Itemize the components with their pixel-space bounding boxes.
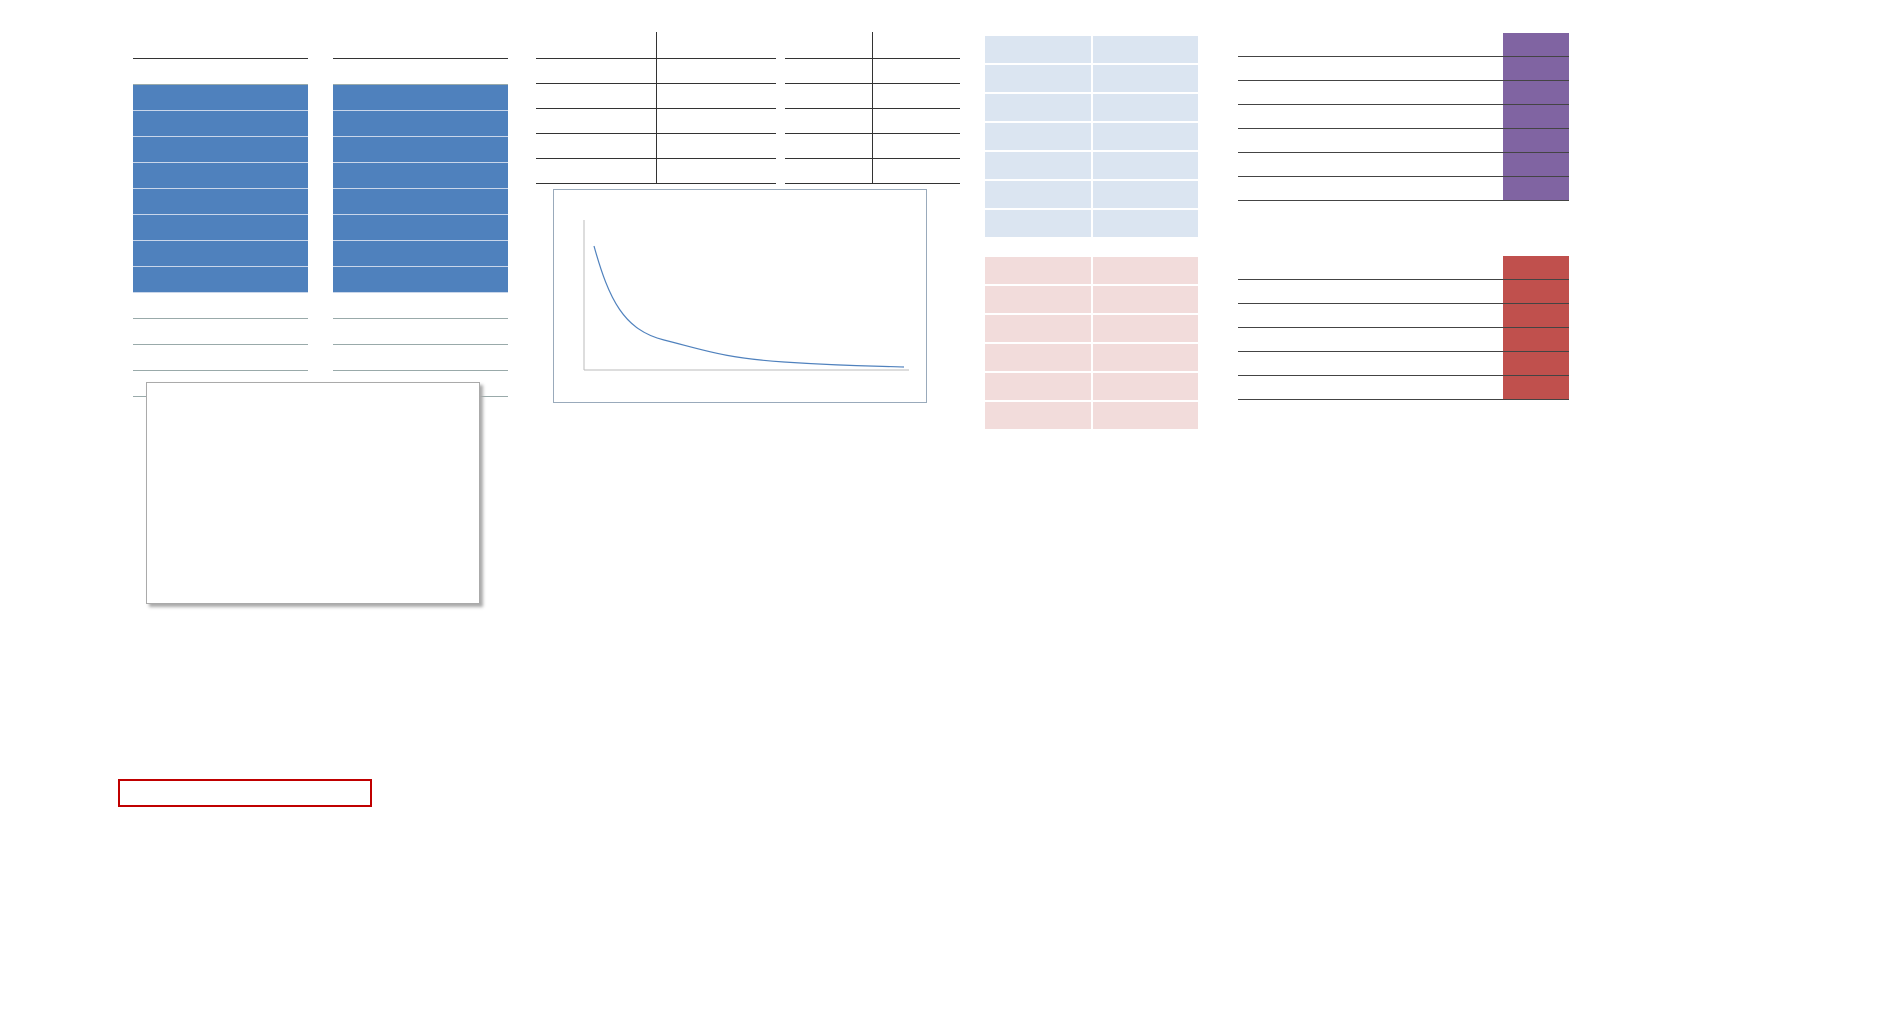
table-row	[985, 401, 1198, 430]
table-row	[785, 59, 960, 84]
potodds-cell	[656, 109, 776, 134]
cards-cell	[985, 93, 1092, 122]
table-row	[985, 314, 1198, 343]
equity-cell	[450, 215, 508, 241]
equity-cell	[333, 85, 391, 111]
flop-cell	[1092, 314, 1199, 343]
table-row	[985, 372, 1198, 401]
equity-cell	[333, 215, 391, 241]
odds-cell	[191, 137, 249, 163]
range-label	[1238, 57, 1503, 81]
potodds-cell	[536, 109, 656, 134]
range-value	[1503, 129, 1569, 153]
table-row	[985, 180, 1198, 209]
odds-cell	[191, 215, 249, 241]
equity-cell	[391, 293, 449, 319]
odds-cell	[250, 189, 308, 215]
range-label	[1238, 153, 1503, 177]
equity-cell	[391, 111, 449, 137]
equity-cell	[391, 345, 449, 371]
flop-table	[985, 257, 1198, 431]
cbet-cell	[873, 84, 961, 109]
flop-cell	[1092, 372, 1199, 401]
cbet-cell	[873, 109, 961, 134]
range-label	[1238, 177, 1503, 201]
odds-cell	[133, 241, 191, 267]
equity-cell	[333, 319, 391, 345]
table-row	[133, 293, 308, 319]
table-row	[333, 137, 508, 163]
equity-cell	[333, 189, 391, 215]
odds-cell	[250, 85, 308, 111]
equity-cell	[450, 163, 508, 189]
equity-cell	[450, 267, 508, 293]
table-row	[985, 343, 1198, 372]
flop-cell	[1092, 343, 1199, 372]
odds-header	[133, 34, 191, 59]
table-row	[133, 59, 308, 85]
table-row	[785, 109, 960, 134]
odds-cell	[133, 293, 191, 319]
table-row	[985, 64, 1198, 93]
cards-cell	[985, 209, 1092, 238]
equity-cell	[333, 111, 391, 137]
range-label	[1238, 352, 1503, 376]
cbet-cell	[785, 134, 873, 159]
equity-header	[391, 34, 449, 59]
cards-header	[985, 12, 1092, 36]
cards-cell	[1092, 122, 1199, 151]
range-label	[1238, 33, 1503, 57]
odds-cell	[250, 241, 308, 267]
range-label	[1238, 129, 1503, 153]
potodds-cell	[536, 134, 656, 159]
table-row	[985, 93, 1198, 122]
odds-cell	[250, 215, 308, 241]
cbet-cell	[785, 109, 873, 134]
odds-cell	[191, 241, 249, 267]
range-label	[1238, 105, 1503, 129]
line-chart-svg	[147, 383, 479, 603]
odds-cell	[133, 215, 191, 241]
cards-cell	[1092, 151, 1199, 180]
potodds-header-equity	[536, 32, 656, 59]
flop-cell	[985, 343, 1092, 372]
range-label	[1238, 280, 1503, 304]
range-value	[1503, 81, 1569, 105]
profit-chart	[553, 189, 927, 403]
table-row	[333, 189, 508, 215]
equity-cell	[333, 59, 391, 85]
table-row	[333, 111, 508, 137]
odds-cell	[133, 59, 191, 85]
range-label	[1238, 81, 1503, 105]
table-row	[133, 189, 308, 215]
flop-cell	[985, 401, 1092, 430]
table-row	[1238, 57, 1569, 81]
table-row	[785, 134, 960, 159]
table-row	[1238, 280, 1569, 304]
potodds-cell	[656, 159, 776, 184]
table-row	[985, 209, 1198, 238]
odds-cell	[133, 85, 191, 111]
range-label	[1238, 328, 1503, 352]
table-row	[133, 111, 308, 137]
table-row	[333, 215, 508, 241]
odds-cell	[133, 319, 191, 345]
equity-cell	[450, 241, 508, 267]
equity-cell	[333, 241, 391, 267]
table-row	[133, 215, 308, 241]
cbet-cell	[873, 159, 961, 184]
flop-cell	[985, 257, 1092, 285]
cbet-header	[785, 32, 873, 59]
profit-chart-svg	[554, 190, 926, 402]
line-chart	[146, 382, 480, 604]
range-value	[1503, 280, 1569, 304]
potodds-cell	[656, 134, 776, 159]
equity-cell	[333, 163, 391, 189]
range-table-1	[1238, 33, 1569, 201]
equity-cell	[450, 85, 508, 111]
cards-cell	[985, 122, 1092, 151]
cards-cell	[985, 151, 1092, 180]
potodds-cell	[536, 59, 656, 84]
odds-cell	[133, 111, 191, 137]
equity-cell	[391, 137, 449, 163]
potodds-cell	[656, 59, 776, 84]
table-row	[985, 122, 1198, 151]
odds-header	[250, 34, 308, 59]
cbet-cell	[873, 134, 961, 159]
equity-cell	[450, 345, 508, 371]
flop-cell	[985, 372, 1092, 401]
range-value	[1503, 328, 1569, 352]
equity-cell	[450, 293, 508, 319]
flop-cell	[985, 314, 1092, 343]
table-row	[536, 134, 776, 159]
odds-cell	[250, 319, 308, 345]
equity-cell	[450, 59, 508, 85]
table-row	[333, 59, 508, 85]
cbet-cell	[785, 59, 873, 84]
odds-cell	[191, 293, 249, 319]
equity-table	[333, 34, 508, 397]
equity-cell	[333, 345, 391, 371]
potodds-cell	[536, 84, 656, 109]
odds-cell	[191, 267, 249, 293]
table-row	[133, 137, 308, 163]
cbet-header	[873, 32, 961, 59]
table-row	[536, 159, 776, 184]
equity-cell	[391, 319, 449, 345]
table-row	[536, 84, 776, 109]
table-row	[333, 267, 508, 293]
equity-cell	[450, 137, 508, 163]
equity-cell	[391, 267, 449, 293]
equity-cell	[391, 215, 449, 241]
odds-table	[133, 34, 308, 397]
odds-cell	[133, 137, 191, 163]
table-row	[333, 241, 508, 267]
cards-cell	[1092, 64, 1199, 93]
table-row	[1238, 328, 1569, 352]
odds-cell	[133, 267, 191, 293]
potodds-cell	[536, 159, 656, 184]
odds-cell	[250, 137, 308, 163]
odds-header	[191, 34, 249, 59]
potodds-header-bet	[656, 32, 776, 59]
cbet-cell	[785, 159, 873, 184]
table-row	[133, 163, 308, 189]
cards-header	[1092, 12, 1199, 36]
equity-header	[333, 34, 391, 59]
odds-cell	[191, 345, 249, 371]
table-row	[133, 85, 308, 111]
odds-cell	[191, 85, 249, 111]
table-row	[333, 345, 508, 371]
odds-cell	[250, 163, 308, 189]
range-table-2	[1238, 256, 1569, 400]
odds-cell	[250, 267, 308, 293]
table-row	[333, 85, 508, 111]
odds-cell	[191, 319, 249, 345]
equity-cell	[391, 189, 449, 215]
odds-cell	[250, 293, 308, 319]
table-row	[333, 293, 508, 319]
odds-cell	[250, 59, 308, 85]
odds-cell	[250, 111, 308, 137]
flop-cell	[985, 285, 1092, 314]
equity-cell	[450, 319, 508, 345]
table-row	[985, 285, 1198, 314]
range-value	[1503, 376, 1569, 400]
range-value	[1503, 33, 1569, 57]
cards-cell	[1092, 209, 1199, 238]
table-row	[1238, 105, 1569, 129]
range-value	[1503, 256, 1569, 280]
table-row	[985, 36, 1198, 64]
table-row	[1238, 256, 1569, 280]
cards-cell	[1092, 180, 1199, 209]
range-value	[1503, 105, 1569, 129]
cbet-table	[785, 32, 960, 184]
odds-cell	[133, 345, 191, 371]
odds-cell	[133, 163, 191, 189]
range-label	[1238, 304, 1503, 328]
cards-cell	[985, 64, 1092, 93]
equity-cell	[333, 137, 391, 163]
equity-cell	[333, 293, 391, 319]
table-row	[985, 151, 1198, 180]
odds-cell	[191, 163, 249, 189]
table-row	[133, 345, 308, 371]
table-row	[1238, 177, 1569, 201]
cbet-cell	[785, 84, 873, 109]
table-row	[985, 257, 1198, 285]
range-value	[1503, 304, 1569, 328]
table-row	[536, 59, 776, 84]
flop-cell	[1092, 401, 1199, 430]
equity-cell	[391, 163, 449, 189]
table-row	[133, 267, 308, 293]
equity-cell	[450, 189, 508, 215]
range-label	[1238, 256, 1503, 280]
range-label	[1238, 376, 1503, 400]
cards-cell	[985, 180, 1092, 209]
table-row	[1238, 304, 1569, 328]
equity-cell	[333, 267, 391, 293]
cards-cell	[1092, 93, 1199, 122]
equity-cell	[391, 241, 449, 267]
highlight-box	[118, 779, 372, 807]
odds-cell	[250, 345, 308, 371]
table-row	[1238, 33, 1569, 57]
range-value	[1503, 153, 1569, 177]
table-row	[133, 241, 308, 267]
table-row	[785, 159, 960, 184]
table-row	[1238, 153, 1569, 177]
potodds-cell	[656, 84, 776, 109]
equity-cell	[391, 59, 449, 85]
equity-cell	[391, 85, 449, 111]
range-value	[1503, 177, 1569, 201]
odds-cell	[191, 59, 249, 85]
equity-cell	[450, 111, 508, 137]
range-value	[1503, 57, 1569, 81]
range-value	[1503, 352, 1569, 376]
cbet-cell	[873, 59, 961, 84]
table-row	[1238, 352, 1569, 376]
table-row	[1238, 81, 1569, 105]
odds-cell	[191, 189, 249, 215]
table-row	[1238, 376, 1569, 400]
flop-cell	[1092, 285, 1199, 314]
table-row	[1238, 129, 1569, 153]
equity-header	[450, 34, 508, 59]
table-row	[785, 84, 960, 109]
cards-cell	[1092, 36, 1199, 64]
table-row	[133, 319, 308, 345]
odds-cell	[191, 111, 249, 137]
table-row	[333, 163, 508, 189]
table-row	[536, 109, 776, 134]
potodds-table	[536, 32, 776, 184]
cards-table	[985, 12, 1198, 239]
cards-cell	[985, 36, 1092, 64]
flop-cell	[1092, 257, 1199, 285]
table-row	[333, 319, 508, 345]
odds-cell	[133, 189, 191, 215]
